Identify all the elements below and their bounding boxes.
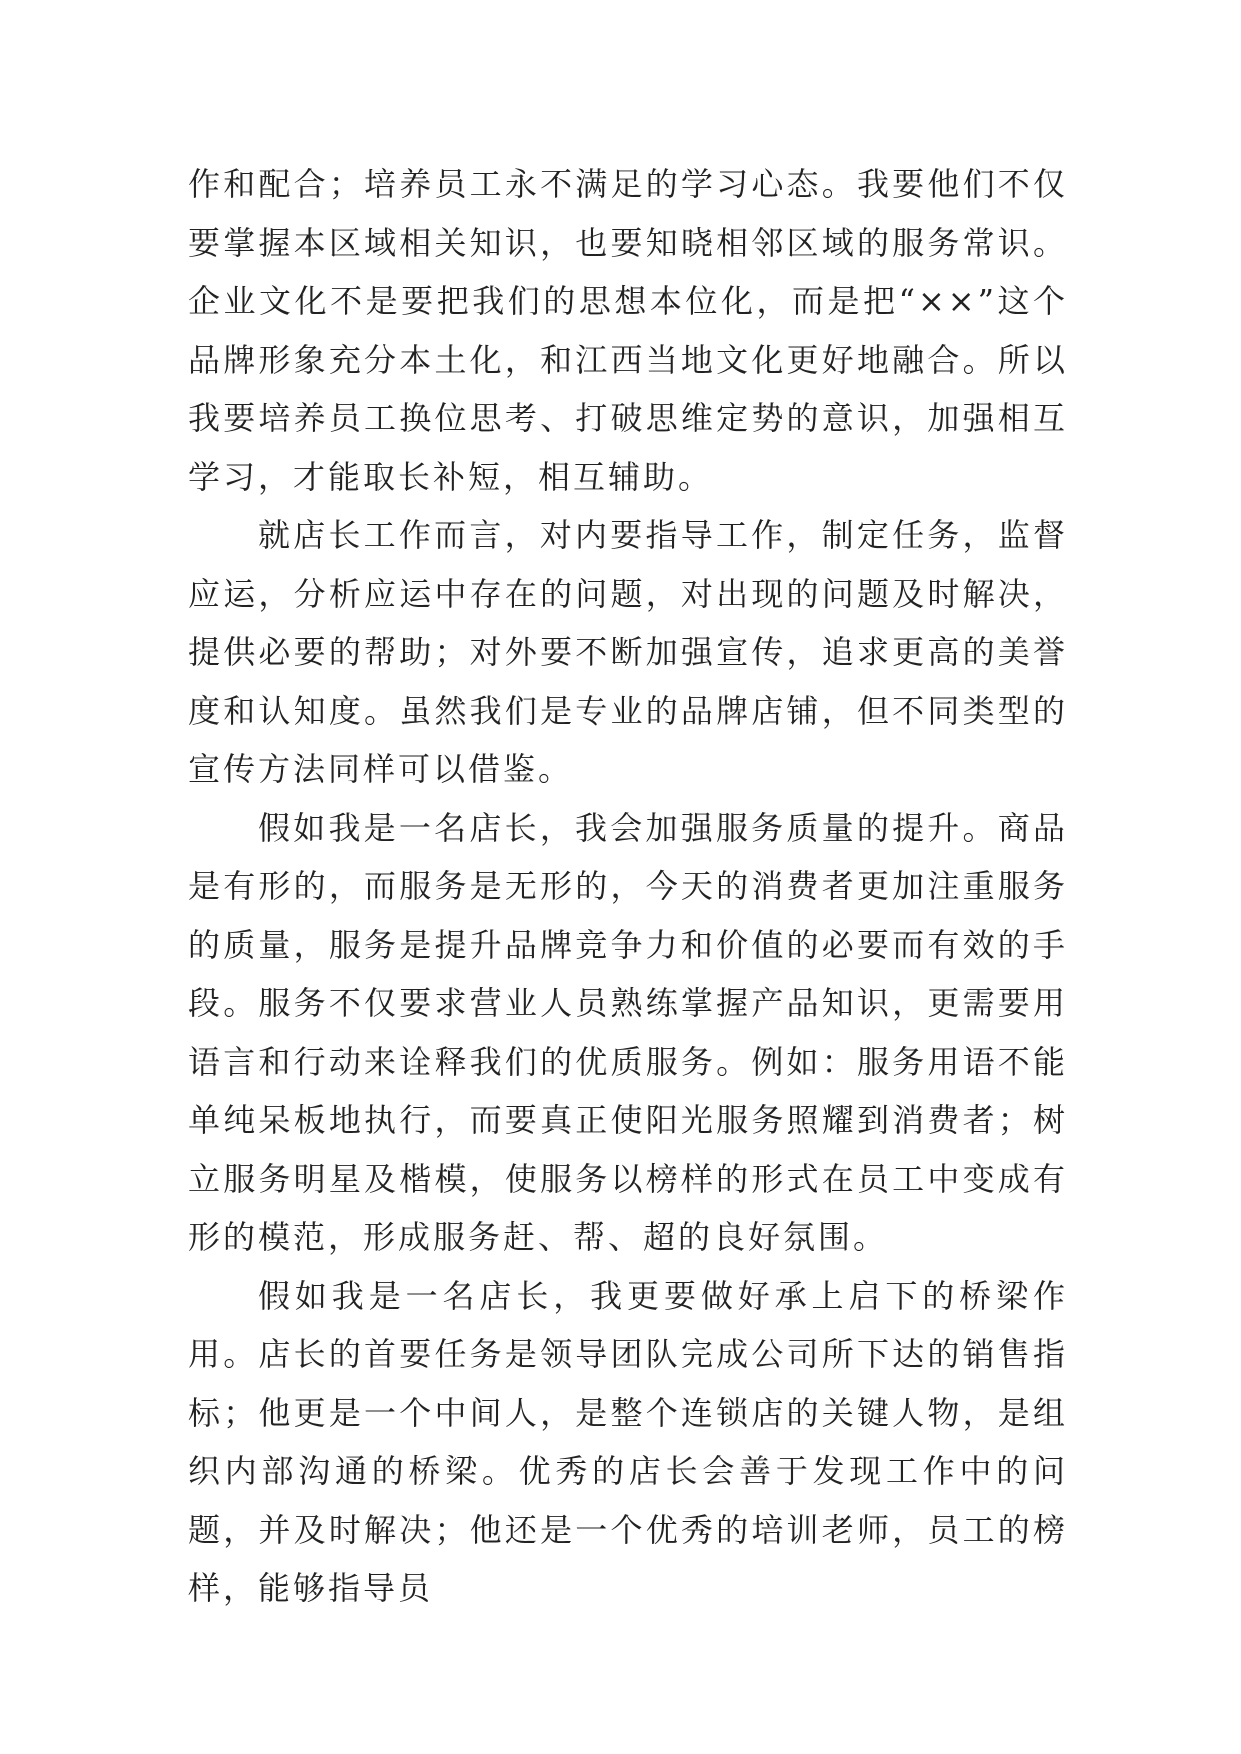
paragraph-2: 就店长工作而言，对内要指导工作，制定任务，监督应运，分析应运中存在的问题，对出现的问题及时解决，提供必要的帮助；对外要不断加强宣传，追求更高的美誉度和认知度。虽然我们是专业的品牌店铺，但不同类型的宣传方法同样可以借鉴。 — [188, 516, 1068, 788]
paragraph-1: 作和配合；培养员工永不满足的学习心态。我要他们不仅要掌握本区域相关知识，也要知晓相邻区域的服务常识。企业文化不是要把我们的思想本位化，而是把“××”这个品牌形象充分本土化，和江西当地文化更好地融合。所以我要培养员工换位思考、打破思维定势的意识，加强相互学习，才能取长补短，相互辅助。 — [188, 165, 1068, 496]
paragraph-4: 假如我是一名店长，我更要做好承上启下的桥梁作用。店长的首要任务是领导团队完成公司所下达的销售指标；他更是一个中间人，是整个连锁店的关键人物，是组织内部沟通的桥梁。优秀的店长会善于发现工作中的问题，并及时解决；他还是一个优秀的培训老师，员工的榜样，能够指导员 — [188, 1276, 1068, 1607]
document-body — [188, 155, 1068, 1618]
paragraph-3: 假如我是一名店长，我会加强服务质量的提升。商品是有形的，而服务是无形的，今天的消费者更加注重服务的质量，服务是提升品牌竞争力和价值的必要而有效的手段。服务不仅要求营业人员熟练掌握产品知识，更需要用语言和行动来诠释我们的优质服务。例如：服务用语不能单纯呆板地执行，而要真正使阳光服务照耀到消费者；树立服务明星及楷模，使服务以榜样的形式在员工中变成有形的模范，形成服务赶、帮、超的良好氛围。 — [188, 808, 1068, 1256]
